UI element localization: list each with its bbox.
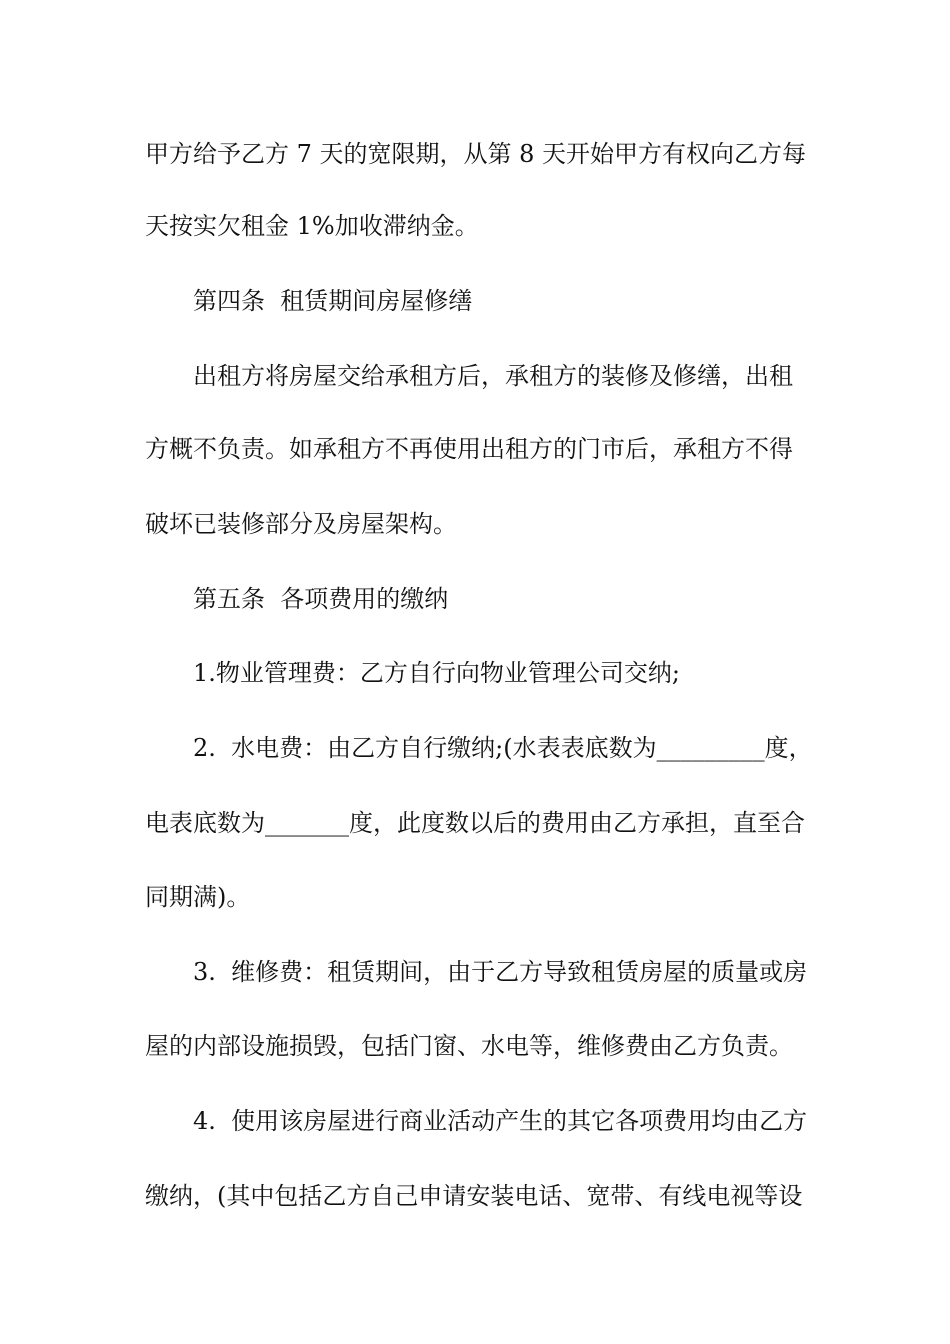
- paragraph-line: 屋的内部设施损毁，包括门窗、水电等，维修费由乙方负责。: [145, 1032, 793, 1060]
- paragraph-line: 缴纳，(其中包括乙方自己申请安装电话、宽带、有线电视等设: [145, 1182, 803, 1210]
- paragraph-line: 天按实欠租金 1%加收滞纳金。: [145, 212, 479, 240]
- paragraph-line: 同期满)。: [145, 883, 251, 911]
- list-item: 4. 使用该房屋进行商业活动产生的其它各项费用均由乙方: [193, 1107, 808, 1135]
- paragraph-line: 出租方将房屋交给承租方后，承租方的装修及修缮，出租: [193, 362, 793, 390]
- list-item: 3. 维修费：租赁期间，由于乙方导致租赁房屋的质量或房: [193, 958, 808, 986]
- paragraph-line: 甲方给予乙方 7 天的宽限期，从第 8 天开始甲方有权向乙方每: [145, 140, 807, 168]
- list-item: 1.物业管理费：乙方自行向物业管理公司交纳;: [193, 659, 680, 687]
- section-heading: 第五条 各项费用的缴纳: [193, 585, 449, 613]
- section-heading: 第四条 租赁期间房屋修缮: [193, 287, 473, 315]
- paragraph-line: 破坏已装修部分及房屋架构。: [145, 510, 457, 538]
- paragraph-line: 电表底数为_______度，此度数以后的费用由乙方承担，直至合: [145, 809, 805, 837]
- paragraph-line: 方概不负责。如承租方不再使用出租方的门市后，承租方不得: [145, 435, 793, 463]
- list-item: 2. 水电费：由乙方自行缴纳;(水表表底数为_________度，: [193, 734, 813, 762]
